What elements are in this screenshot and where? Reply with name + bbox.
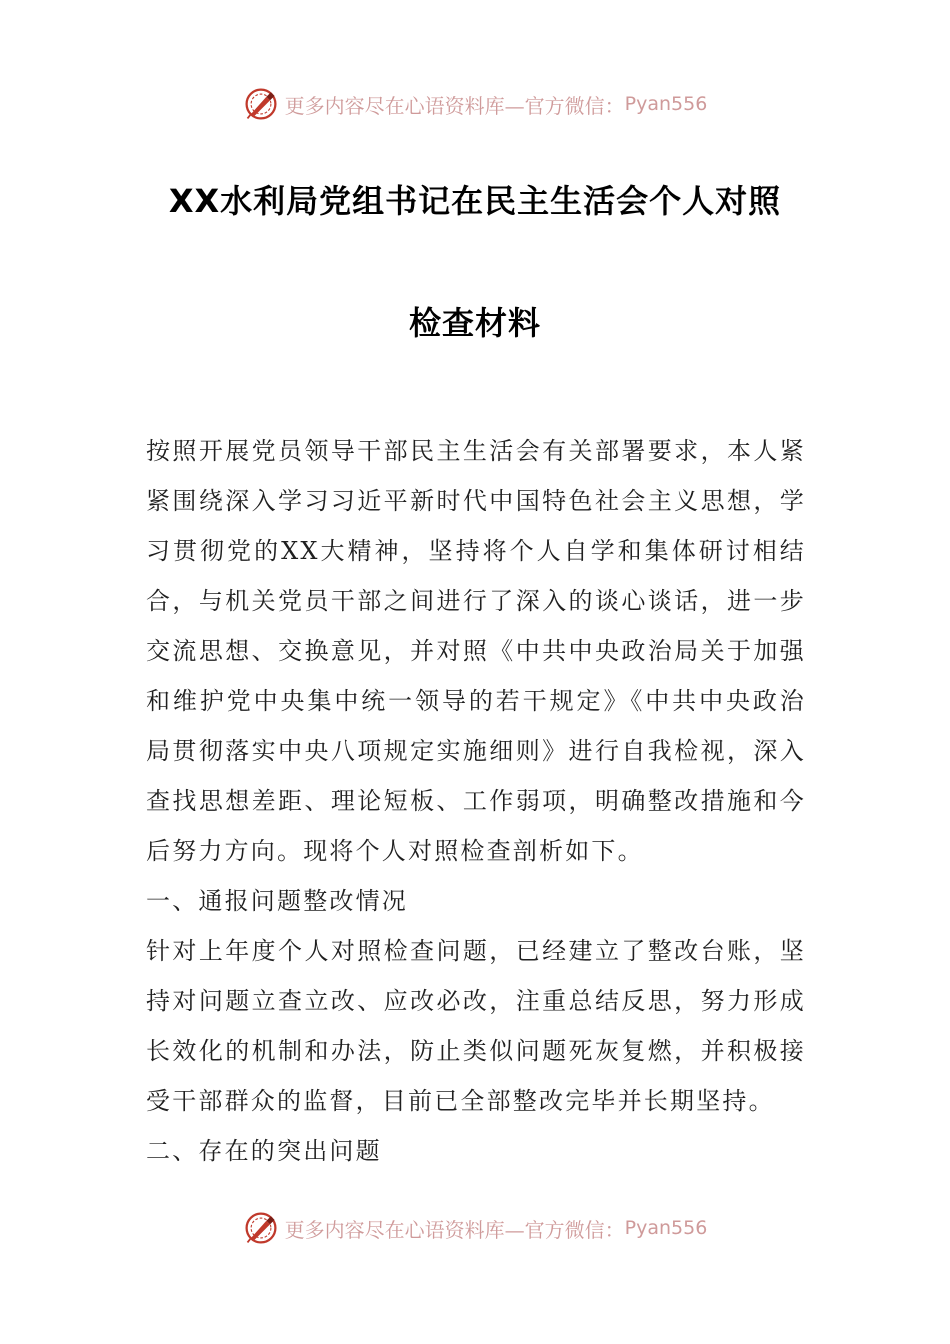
header-watermark (0, 82, 950, 126)
paragraph-rectification: 针对上年度个人对照检查问题，已经建立了整改台账，坚持对问题立查立改、应改必改，注重总结反思，努力形成长效化的机制和办法，防止类似问题死灰复燃，并积极接受干部群众的监督，目前已全部整改完毕并长期坚持。 (146, 937, 806, 1115)
watermark-text: 更多内容尽在心语资料库—官方微信： (284, 93, 625, 118)
paragraph-intro: 按照开展党员领导干部民主生活会有关部署要求，本人紧紧围绕深入学习习近平新时代中国特色社会主义思想，学习贯彻党的XX大精神，坚持将个人自学和集体研讨相结合，与机关党员干部之间进行了深入的谈心谈话，进一步交流思想、交换意见，并对照《中共中央政治局关于加强和维护党中央集中统一领导的若干规定》《中共中央政治局贯彻落实中央八项规定实施细则》进行自我检视，深入查找思想差距、理论短板、工作弱项，明确整改措施和今后努力方向。现将个人对照检查剖析如下。 (146, 437, 806, 865)
document-title-line1: XX水利局党组书记在民主生活会个人对照 (168, 182, 782, 220)
document-body (146, 426, 806, 1176)
section-heading-1: 一、通报问题整改情况 (146, 887, 408, 915)
watermark-wechat-id: Pyan556 (624, 1217, 708, 1239)
footer-watermark (0, 1206, 950, 1250)
pen-nib-circle-icon (243, 86, 279, 122)
section-heading-2: 二、存在的突出问题 (146, 1137, 382, 1165)
pen-nib-circle-icon (243, 1210, 279, 1246)
watermark-wechat-id: Pyan556 (624, 93, 708, 115)
watermark-text: 更多内容尽在心语资料库—官方微信： (284, 1217, 625, 1242)
document-title-line2: 检查材料 (408, 304, 541, 342)
